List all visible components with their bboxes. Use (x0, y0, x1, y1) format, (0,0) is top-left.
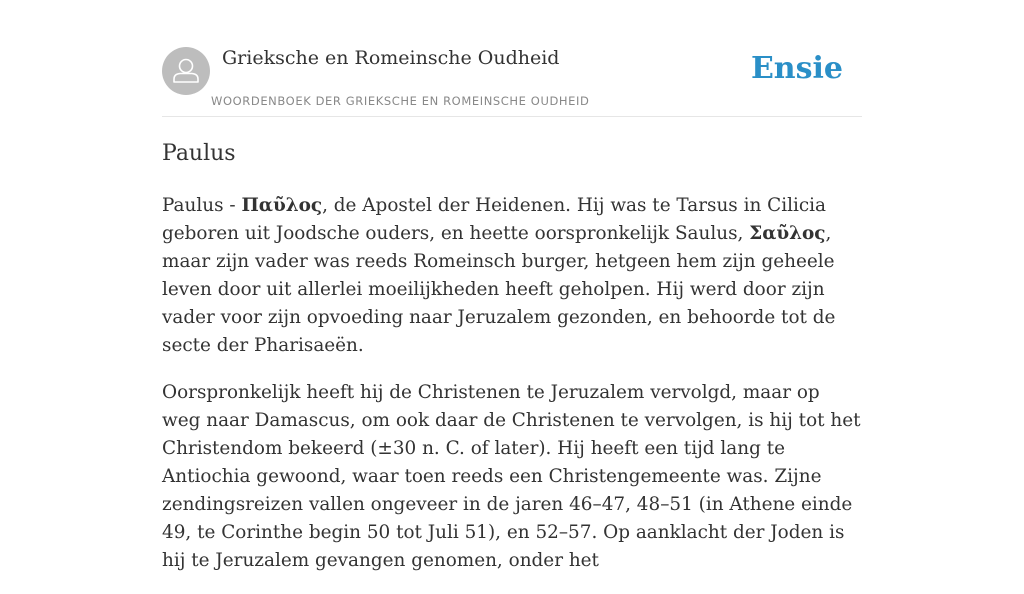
paragraph-1 (162, 192, 862, 360)
entry-body (162, 192, 862, 594)
source-title[interactable]: Grieksche en Romeinsche Oudheid (222, 47, 560, 69)
avatar[interactable] (162, 47, 210, 95)
greek-name-paulos: Παῦλος (241, 195, 323, 216)
text-run: Paulus - (162, 195, 242, 216)
brand-logo[interactable]: Ensie (750, 51, 843, 86)
site-header (162, 0, 862, 117)
entry-title: Paulus (162, 141, 236, 166)
paragraph-2: Oorspronkelijk heeft hij de Christenen te Jeruzalem vervolgd, maar op weg naar Damascus, om ook daar de Christenen te vervolgen, is hij tot het Christendom bekeerd (±30 n. C. of later). Hij heeft een tijd lang te Antiochia gewoond, waar toen reeds een Christengemeente was. Zijne zendingsreizen vallen ongeveer in de jaren 46–47, 48–51 (in Athene einde 49, te Corinthe begin 50 tot Juli 51), en 52–57. Op aanklacht der Joden is hij te Jeruzalem gevangen genomen, onder het (162, 382, 861, 571)
text-run: , de Apostel der Heidenen. Hij was te Tarsus in Cilicia geboren uit Joodsche ouders, en heette oorspronkelijk Saulus, (162, 195, 827, 244)
page (162, 0, 862, 571)
greek-name-saulos: Σαῦλος (749, 223, 826, 244)
user-icon (162, 47, 210, 95)
source-subtitle: WOORDENBOEK DER GRIEKSCHE EN ROMEINSCHE OUDHEID (211, 94, 590, 108)
text-run: , maar zijn vader was reeds Romeinsch burger, hetgeen hem zijn geheele leven door uit allerlei moeilijkheden heeft geholpen. Hij werd door zijn vader voor zijn opvoeding naar Jeruzalem gezonden, en behoorde tot de secte der Pharisaeën. (162, 223, 836, 356)
